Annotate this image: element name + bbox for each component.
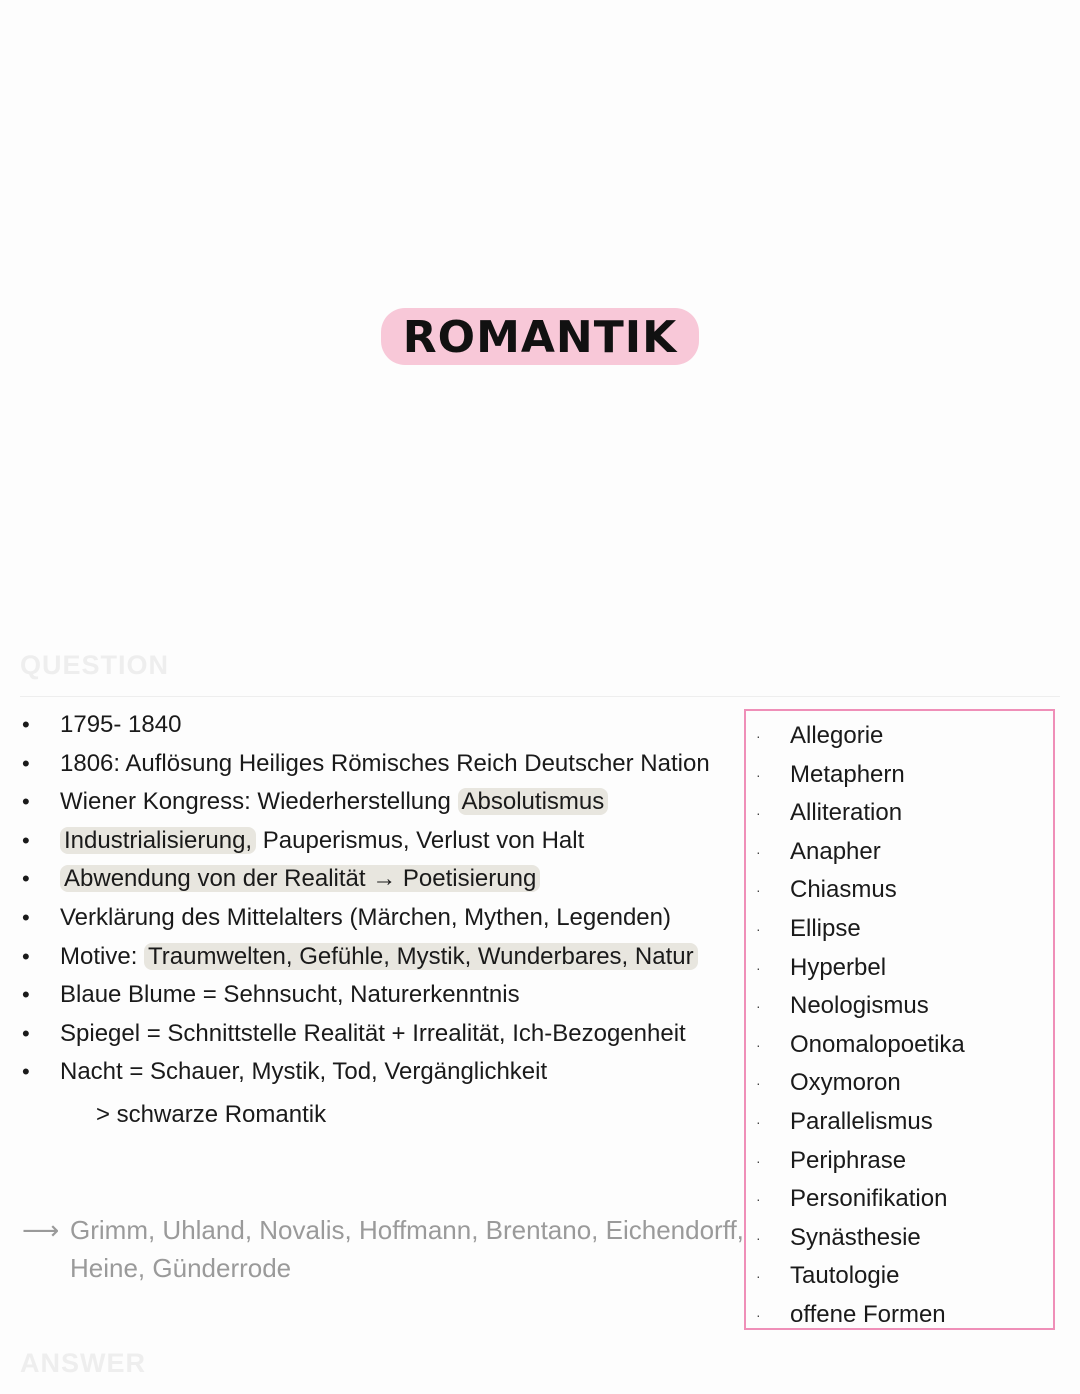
device-label: Alliteration (790, 799, 903, 827)
highlight: Absolutismus (458, 788, 609, 815)
device-item (746, 1026, 1053, 1065)
bullet: · (756, 959, 761, 976)
device-item (746, 987, 1053, 1026)
device-label: Allegorie (790, 722, 884, 749)
stylistic-devices-box (744, 709, 1055, 1330)
fact-text-before: Nacht = Schauer, Mystik, Tod, Vergänglichkeit (60, 1058, 548, 1086)
device-label: Synästhesie (790, 1223, 921, 1251)
device-item (746, 1142, 1053, 1181)
title-wrap (0, 308, 1080, 365)
bullet: · (756, 1229, 761, 1246)
fact-item (22, 745, 722, 784)
bullet: · (756, 1191, 761, 1208)
bullet: • (22, 789, 30, 815)
fact-item (22, 976, 722, 1015)
facts-list (22, 706, 722, 1092)
device-item (746, 949, 1053, 988)
bullet: · (756, 882, 761, 899)
fact-text (60, 822, 584, 861)
bullet: • (22, 712, 30, 737)
fact-item (22, 822, 722, 861)
page-title: ROMANTIK (381, 308, 699, 365)
bullet: • (22, 866, 30, 892)
device-item (746, 1064, 1053, 1103)
fact-item (22, 1053, 722, 1092)
device-item (746, 1180, 1053, 1219)
question-label: QUESTION (20, 650, 170, 680)
devices-list (746, 717, 1053, 1335)
bullet: • (22, 904, 30, 930)
fact-item (22, 860, 722, 899)
fact-text-before: Motive: (60, 942, 145, 970)
fact-text-before: 1806: Auflösung Heiliges Römisches Reich Deutscher Nation (60, 749, 710, 777)
fact-text-before: 1795- 1840 (60, 711, 182, 738)
bullet: · (756, 728, 761, 744)
divider (20, 696, 1060, 697)
device-item (746, 717, 1053, 756)
authors-line-2: Heine, Günderrode (70, 1253, 292, 1283)
bullet: • (22, 1059, 30, 1085)
device-item (746, 1296, 1053, 1335)
device-label: Periphrase (790, 1146, 907, 1174)
device-label: Ellipse (790, 914, 861, 942)
device-label: Tautologie (790, 1262, 900, 1290)
bullet: • (22, 827, 30, 853)
fact-text (60, 1053, 547, 1092)
device-label: Parallelismus (790, 1107, 933, 1135)
authors-line-1: Grimm, Uhland, Novalis, Hoffmann, Brentano, Eichendorff, (70, 1215, 744, 1245)
highlight: Abwendung von der Realität → Poetisierung (60, 865, 540, 892)
device-item (746, 1103, 1053, 1142)
bullet: · (756, 843, 761, 860)
fact-text (60, 938, 698, 977)
bullet: · (756, 1306, 761, 1323)
device-label: Anapher (790, 837, 881, 865)
fact-text-before: Spiegel = Schnittstelle Realität + Irrealität, Ich-Bezogenheit (60, 1019, 686, 1047)
device-item (746, 1219, 1053, 1258)
fact-item (22, 706, 722, 745)
device-item (746, 1257, 1053, 1296)
fact-text-before: Wiener Kongress: Wiederherstellung (60, 788, 458, 816)
device-label: Hyperbel (790, 953, 887, 981)
answer-label: ANSWER (20, 1348, 146, 1378)
highlight: Traumwelten, Gefühle, Mystik, Wunderbares, Natur (144, 943, 698, 970)
bullet: · (756, 920, 761, 937)
fact-text-before: Verklärung des Mittelalters (Märchen, Mythen, Legenden) (60, 903, 671, 931)
device-label: Personifikation (790, 1185, 948, 1213)
fact-text (60, 860, 540, 899)
fact-text (60, 976, 520, 1015)
device-label: Neologismus (790, 992, 929, 1020)
fact-item (22, 1015, 722, 1054)
device-label: offene Formen (790, 1300, 946, 1328)
bullet: · (756, 1113, 761, 1130)
fact-text-before: Blaue Blume = Sehnsucht, Naturerkenntnis (60, 981, 520, 1009)
device-label: Oxymoron (790, 1069, 901, 1097)
bullet: • (22, 750, 30, 776)
fact-item (22, 899, 722, 938)
fact-text (60, 1015, 686, 1054)
bullet: · (756, 766, 761, 783)
sub-note: > schwarze Romantik (96, 1101, 327, 1128)
bullet: · (756, 1152, 761, 1169)
bullet: · (756, 805, 761, 822)
device-item (746, 910, 1053, 949)
device-label: Chiasmus (790, 876, 897, 904)
highlight: Industrialisierung, (60, 827, 256, 854)
bullet: • (22, 1020, 30, 1046)
bullet: • (22, 982, 30, 1008)
fact-text (60, 706, 181, 745)
device-item (746, 871, 1053, 910)
device-label: Onomalopoetika (790, 1030, 965, 1058)
device-label: Metaphern (790, 760, 905, 788)
bullet: · (756, 1036, 761, 1053)
bullet: · (756, 998, 761, 1015)
arrow-right-icon: ⟶ (22, 1215, 60, 1245)
fact-item (22, 938, 722, 977)
bullet: · (756, 1268, 761, 1285)
fact-text (60, 745, 710, 784)
fact-text-after: Pauperismus, Verlust von Halt (256, 826, 585, 854)
bullet: · (756, 1075, 761, 1092)
device-item (746, 794, 1053, 833)
fact-item (22, 783, 722, 822)
device-item (746, 833, 1053, 872)
device-item (746, 756, 1053, 795)
fact-text (60, 899, 671, 938)
fact-text (60, 783, 608, 822)
bullet: • (22, 943, 30, 969)
